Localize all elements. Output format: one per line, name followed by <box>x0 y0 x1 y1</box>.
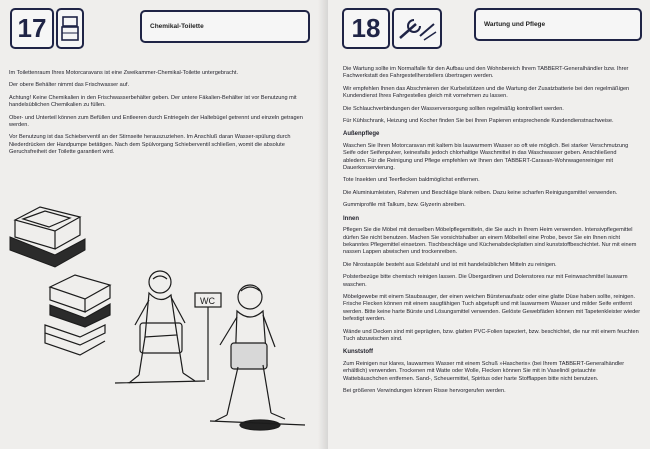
right-page <box>328 0 650 449</box>
section-title: Wartung und Pflege <box>474 8 642 41</box>
chapter-number-18: 18 <box>342 8 390 49</box>
paragraph: Waschen Sie Ihren Motorcaravan mit kaltem bis lauwarmem Wasser so oft wie möglich. Bei starker Verschmutzung Seife oder Seifenpulver, keinesfalls jedoch chlorhaltige Waschmittel in das Waschwasser geben. Anschließend abledern. Für die Reinigung und Pflege empfehlen wir Ihnen den TABBERT-Caravan-Wohnwagenreiniger mit Dauerkonservierung. <box>343 142 629 172</box>
wc-sign-text: WC <box>200 296 215 306</box>
toilet-icon <box>58 10 82 47</box>
paragraph: Gummiprofile mit Talkum, bzw. Glyzerin abreiben. <box>343 202 466 209</box>
paragraph: Bei größeren Verwindungen können Risse hervorgerufen werden. <box>343 388 506 394</box>
paragraph: Tote Insekten und Teerflecken baldmöglichst entfernen. <box>343 177 480 184</box>
paragraph: Vor Benutzung ist das Schieberventil an der Stirnseite herauszuziehen. Im Anschluß daran Wasser-spülung durch Niederdrücken der Handpumpe betätigen. Nach dem Spülvorgang Schieberventil schließen, womit die absolute Geruchsfreiheit der Toilette garantiert wird. <box>9 134 291 156</box>
right-body-text <box>343 66 641 400</box>
paragraph: Die Nirostaspüle besteht aus Edelstahl und ist mit handelsüblichen Mitteln zu reinigen. <box>343 261 557 268</box>
paragraph: Der obere Behälter nimmt das Frischwasser auf. <box>9 82 130 89</box>
paragraph: Die Schlauchverbindungen der Wasserversorgung sollten regelmäßig kontrolliert werden. <box>343 105 564 112</box>
paragraph: Die Wartung sollte im Normalfalle für den Aufbau und den Wohnbereich Ihrem TABBERT-Generalhändler bzw. Ihrer Fachwerkstatt des Fahrgestellherstellers übertragen werden. <box>343 66 629 80</box>
paragraph: Für Kühlschrank, Heizung und Kocher finden Sie bei Ihren Papieren entsprechende Kundendienstnachweise. <box>343 118 614 125</box>
paragraph: Achtung! Keine Chemikalien in den Frischwasserbehälter geben. Der untere Fäkalien-Behälter ist vor Benutzung mit handelsüblichen Chemikalien zu füllen. <box>9 94 297 109</box>
paragraph: Möbelgewebe mit einem Staubsauger, der einen weichen Bürstenaufsatz oder eine glatte Düse haben sollte, reinigen. Frische Flecken können mit einem saugfähigen Tuch abgetupft und mit lauwarmem Wasser und milder Seife entfernt werden. Bitte keine harte Bürste und Lösungsmittel verwenden. Gelöste Gewebfäden können mit Tapetenkleister wieder befestigt werden. <box>343 293 641 323</box>
maintenance-tools-icon-box <box>392 8 442 49</box>
section-heading: Innen <box>343 215 359 222</box>
toilet-icon-box <box>56 8 84 49</box>
section-heading: Außenpflege <box>343 131 380 138</box>
left-body-text <box>9 70 315 162</box>
paragraph: Zum Reinigen nur klares, lauwarmes Wasser mit einem Schuß »Hascherix« (bei Ihrem TABBERT-Generalhändler erhältlich) verwenden. Trockenen mit Watte oder Wolle, Flecken können Sie mit in Vaselinöl getauchte Wattebäuschchen entfernen. Sand-, Scheuermittel, Spiritus oder harte Stofflappen bitte nicht benutzen. <box>343 360 625 382</box>
section-heading: Kunststoff <box>343 349 373 356</box>
paragraph: Polsterbezüge bitte chemisch reinigen lassen. Die Übergardinen und Dolenstores nur mit Feinwaschmittel lauwarm waschen. <box>343 274 628 288</box>
section-title: Chemikal-Toilette <box>140 10 310 43</box>
toilet-usage-illustration <box>5 175 320 445</box>
paragraph: Ober- und Unterteil können zum Befüllen und Entleeren durch Entriegeln der Haltebügel getrennt und einzeln getragen werden. <box>9 114 303 129</box>
paragraph: Wir empfehlen Ihnen das Abschmieren der Kurbelstützen und die Wartung der Zusatzbatterie bei den regelmäßigen Kundendienst Ihres Fahrgestelles gleich mit vornehmen zu lassen. <box>343 85 630 100</box>
chapter-number-17: 17 <box>10 8 54 49</box>
paragraph: Pflegen Sie die Möbel mit denselben Möbelpflegemitteln, die Sie auch in Ihrem Heim verwenden. Intensivpflegemittel dürfen Sie nicht benutzen. Machen Sie vorsichtshalber an einem Möbelteil eine Probe, bevor Sie ein Ihnen nicht bekanntes Pflegemittel einsetzen. Tischbeschläge und Küchenabdeckplatten sind kunststoffbeschichtet. Nur mit einem nassen Lappen abwischen und trockenreiben. <box>343 227 637 256</box>
paragraph: Wände und Decken sind mit geprägten, bzw. glatten PVC-Folien tapeziert, bzw. beschichtet, die nur mit einem feuchten Tuch abzuwischen sind. <box>343 328 639 342</box>
paragraph: Im Toilettenraum Ihres Motorcaravans ist eine Zweikammer-Chemikal-Toilette untergebracht. <box>9 70 239 76</box>
wrench-icon <box>394 10 440 47</box>
paragraph: Die Aluminiumleisten, Rahmen und Beschläge blank reiben. Dazu keine scharfen Reinigungsmittel verwenden. <box>343 189 618 196</box>
